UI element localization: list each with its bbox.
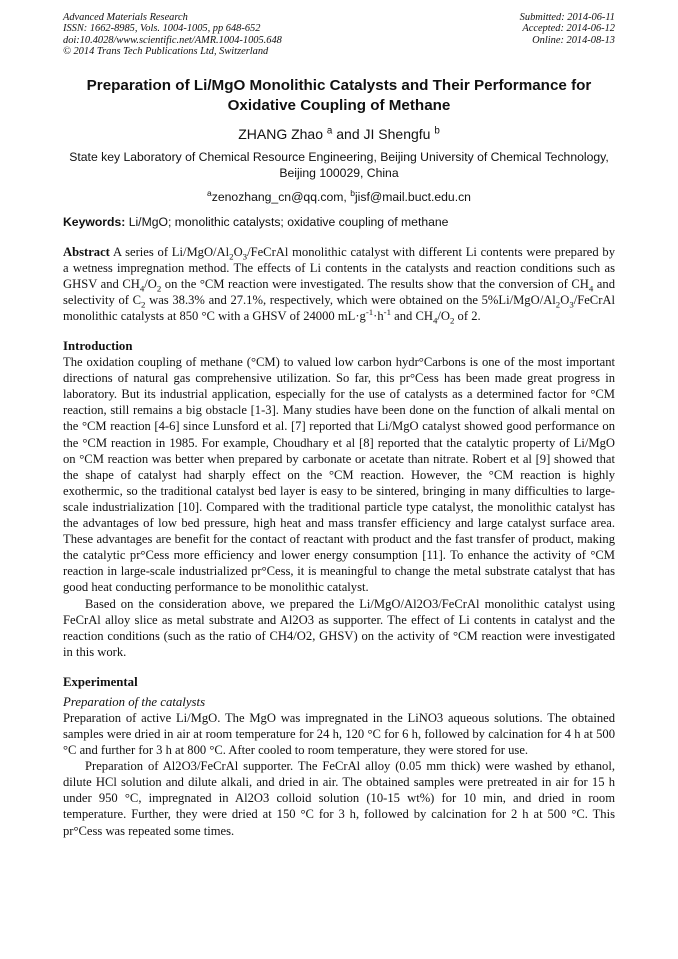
abstract-text: /O (144, 276, 157, 291)
journal-name: Advanced Materials Research (63, 12, 188, 23)
abstract-text: and CH (391, 309, 433, 323)
abstract-text: /O (437, 309, 450, 323)
section-heading-introduction: Introduction (63, 339, 133, 354)
intro-paragraph-1: The oxidation coupling of methane (°CM) to valued low carbon hydr°Carbons is one of the most important directions of natural gas comprehensive utilization. So far, this pr°Cess has been made great progress in laboratory. But its industrial application, especially for the use of catalysts as a determined factor for °CM reaction, still remains a big obstacle [1-3]. Many studies have been done on the function of alkali mental on the °CM reaction [4-6] since Lunsford et al. [7] reported that Li/MgO catalyst showed good performance on the °CM reaction in 1985. For example, Choudhary et al [8] reported that the catalytic property of Li/MgO on °CM reaction was better when prepared by carbonate or acetate than nitrate. Robert et al [9] showed that the shape of catalyst had sharply effect on the °CM reaction. However, the °CM reaction is highly exothermic, so the traditional catalyst bed layer is easy to be sintered, bringing in many difficulties to large-scale industrialization [10]. Compared with the traditional particle type catalyst, the monolithic catalyst has the advantages of low bed pressure, high heat and mass transfer efficiency and large catalyst surface area. These advantages are benefit for the contact of reactant with product and the fast transfer of product, making the catalytic pr°Cess more efficiency and lower energy consumption [11]. To enhance the activity of °CM reaction in large-scale industrialized pr°Cess, it is meaningful to change the metal substrate catalyst that has good heat conducting performance to be monolithic catalyst. (63, 355, 615, 595)
abstract-text: /FeCrAl monolithic catalysts at 850 °C with a GHSV of 24000 mL·g (63, 292, 615, 323)
author-list (63, 125, 615, 143)
author-2-affil-mark: b (434, 124, 440, 136)
paper-page (63, 12, 615, 839)
affiliation: State key Laboratory of Chemical Resource Engineering, Beijing University of Chemical Technology, Beijing 100029, China (69, 149, 609, 181)
subscript: 4 (139, 283, 145, 294)
abstract-text: of 2. (454, 309, 481, 323)
email-a-mark: a (207, 187, 212, 198)
abstract-text: and selectivity of C (63, 276, 615, 307)
abstract-label: Abstract (63, 244, 110, 259)
experimental-section (63, 710, 615, 839)
author-conjunction: and (336, 125, 360, 142)
publication-dates (520, 12, 615, 58)
subscript: 2 (555, 299, 561, 310)
abstract-text: A series of Li/MgO/Al (109, 244, 230, 259)
journal-copyright: © 2014 Trans Tech Publications Ltd, Switzerland (63, 46, 269, 58)
email-b[interactable]: jisf@mail.buct.edu.cn (354, 189, 471, 204)
section-heading-experimental: Experimental (63, 674, 138, 689)
abstract-text: O (233, 244, 243, 259)
subscript: 3 (242, 251, 248, 262)
journal-issn: ISSN: 1662-8985, Vols. 1004-1005, pp 648-652 (63, 23, 261, 35)
author-emails (63, 189, 615, 205)
subscript: 2 (156, 283, 162, 294)
journal-info (63, 12, 282, 58)
abstract-text: on the °CM reaction were investigated. The results show that the conversion of CH (161, 276, 589, 291)
author-1-affil-mark: a (326, 124, 333, 136)
date-accepted: Accepted: 2014-06-12 (522, 23, 615, 35)
introduction-section (63, 354, 615, 660)
paper-title: Preparation of Li/MgO Monolithic Catalysts and Their Performance for Oxidative Coupling of Methane (86, 76, 592, 114)
abstract-text: was 38.3% and 27.1%, respectively, which were obtained on the 5%Li/MgO/Al (145, 292, 556, 307)
author-2: JI Shengfu (363, 125, 431, 142)
date-online: Online: 2014-08-13 (532, 34, 615, 46)
exp-paragraph-1: Preparation of active Li/MgO. The MgO was impregnated in the LiNO3 aqueous solutions. The obtained samples were dried in air at room temperature for 24 h, 120 °C for 6 h, followed by calcination for 4 h at 500 °C and further for 3 h at 800 °C. After cooled to room temperature, they were stored for use. (63, 710, 615, 758)
subscript: 4 (433, 315, 438, 326)
abstract-text: O (560, 292, 570, 307)
abstract-text: /FeCrAl monolithic catalyst with different Li contents were prepared by a wetness impregnation method. The effects of Li contents in the catalysts and reaction conditions such as GHSV and CH (63, 244, 615, 291)
subsection-heading-preparation: Preparation of the catalysts (63, 694, 206, 709)
date-submitted: Submitted: 2014-06-11 (519, 12, 615, 23)
exp-paragraph-2: Preparation of Al2O3/FeCrAl supporter. The FeCrAl alloy (0.05 mm thick) were washed by ethanol, dilute HCl solution and dilute alkali, and dried in air. The obtained samples were pretreated in air for 15 h under 950 °C, impregnated in Al2O3 colloid solution (10-15 wt%) for 10 min, and dried in room temperature. Further, they were dried at 150 °C for 3 h, followed by calcination for 2 h at 500 °C. This pr°Cess was repeated some times. (63, 759, 615, 838)
superscript: -1 (365, 306, 374, 317)
journal-doi: doi:10.4028/www.scientific.net/AMR.1004-1005.648 (63, 34, 282, 46)
subscript: 2 (141, 299, 146, 310)
abstract (63, 244, 615, 324)
intro-paragraph-2: Based on the consideration above, we prepared the Li/MgO/Al2O3/FeCrAl monolithic catalyst using FeCrAl alloy slice as metal substrate and Al2O3 as supporter. The effect of Li contents in catalyst and the reaction conditions (such as the ratio of CH4/O2, GHSV) on the activity of °CM reaction were investigated in this work. (63, 596, 615, 659)
keywords (63, 214, 615, 230)
abstract-text: ·h (373, 309, 384, 323)
subscript: 2 (229, 251, 234, 262)
subscript: 4 (588, 283, 594, 294)
author-1: ZHANG Zhao (238, 125, 324, 142)
email-separator: , (343, 189, 351, 204)
journal-header (63, 12, 615, 58)
subscript: 2 (450, 315, 455, 326)
subscript: 3 (569, 299, 574, 310)
keywords-text: Li/MgO; monolithic catalysts; oxidative coupling of methane (125, 214, 449, 229)
email-b-mark: b (350, 187, 355, 198)
superscript: -1 (383, 306, 392, 317)
keywords-label: Keywords: (63, 214, 126, 229)
email-a[interactable]: zenozhang_cn@qq.com (211, 189, 344, 204)
